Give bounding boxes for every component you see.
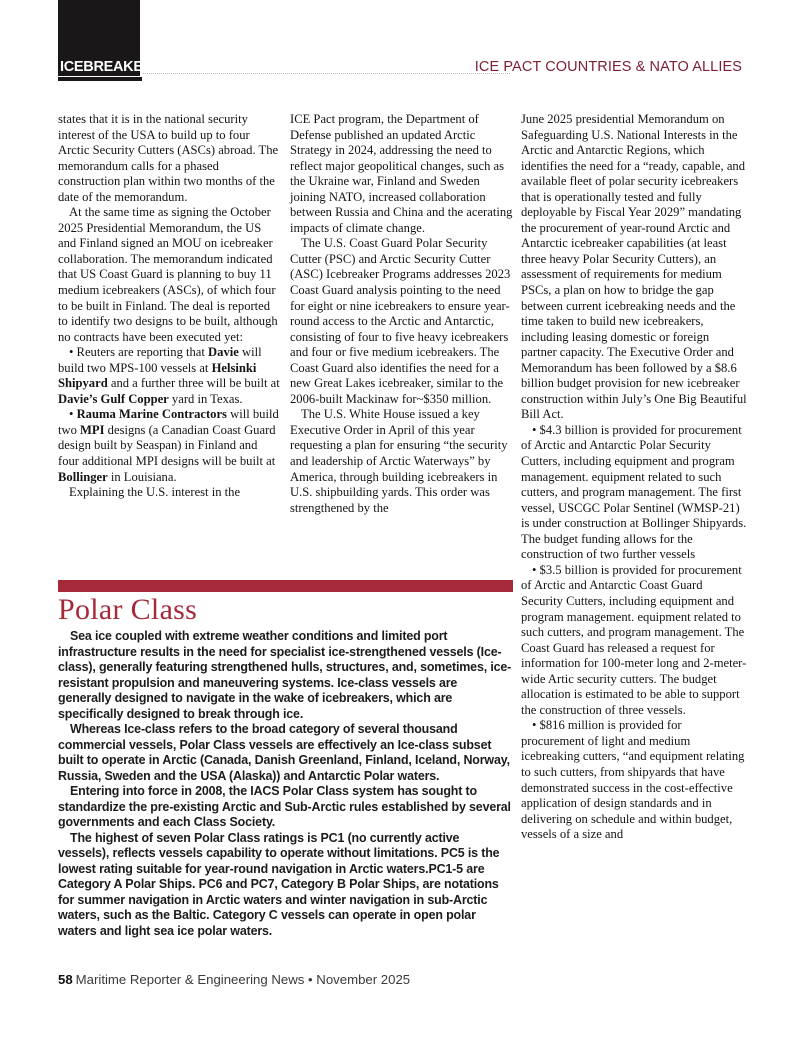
- paragraph: Entering into force in 2008, the IACS Polar Class system has sought to standardize the pre-existing Arctic and Sub-Arctic rules established by several governments and each Class Society.: [58, 784, 511, 829]
- polar-class-heading: Polar Class: [58, 593, 198, 626]
- section-title: ICE PACT COUNTRIES & NATO ALLIES: [474, 59, 742, 75]
- paragraph-bullet: • Reuters are reporting that Davie will build two MPS-100 vessels at Helsinki Shipyard and a further three will be built at Davie’s Gulf Copper yard in Texas.: [58, 345, 280, 406]
- section-kicker: ICEBREAKERS: [60, 59, 163, 75]
- polar-class-section: [58, 580, 513, 939]
- paragraph: Explaining the U.S. interest in the: [69, 485, 241, 500]
- paragraph: states that it is in the national security interest of the USA to build up to four Arctic Security Cutters (ASCs) abroad. The memorandum calls for a phased construction plan within two months of the date of the memorandum.: [58, 112, 279, 204]
- paragraph: Whereas Ice-class refers to the broad category of several thousand commercial vessels, Polar Class vessels are effectively an Ice-class subset built to operate in Arctic (Canada, Danish Greenland, Finland, Iceland, Norway, Russia, Sweden and the USA (Alaska)) and Antarctic Polar waters.: [58, 722, 510, 783]
- paragraph-bullet: • $3.5 billion is provided for procurement of Arctic and Antarctic Coast Guard Security Cutters, including equipment and program management. equipment related to such cutters, and program management. The Coast Guard has released a request for information for 100-meter long and 2-meter-wide Artic security cutters. The budget allocation is estimated to be able to support the construction of three vessels.: [521, 562, 747, 717]
- publication-line: Maritime Reporter & Engineering News • November 2025: [75, 972, 411, 987]
- header-dotted-rule: [143, 73, 510, 75]
- paragraph: The U.S. White House issued a key Executive Order in April of this year requesting a plan for ensuring “the security and leadership of Arctic Waterways” by America, through building icebreakers in U.S. shipbuilding yards. This order was strengthened by the: [290, 407, 508, 515]
- paragraph: ICE Pact program, the Department of Defense published an updated Arctic Strategy in 2024, addressing the need to reflect major geopolitical changes, such as the Ukraine war, Finland and Sweden joining NATO, increased collaboration between Russia and China and the acerating impacts of climate change.: [290, 112, 513, 235]
- paragraph: At the same time as signing the October 2025 Presidential Memorandum, the US and Finland signed an MOU on icebreaker collaboration. The memorandum indicated that US Coast Guard is planning to buy 11 medium icebreakers (ASCs), of which four to be built in Finland. The deal is reported to identify two designs to be built, although no contracts have been executed yet:: [58, 205, 278, 344]
- paragraph-bullet: • $816 million is provided for procurement of light and medium icebreaking cutters, “and equipment relating to such cutters, from shipyards that have demonstrated success in the cost-effective application of design standards and in delivering on schedule and within budget, vessels of a size and: [521, 718, 745, 842]
- paragraph-bullet: • Rauma Marine Contractors will build two MPI designs (a Canadian Coast Guard design built by Seaspan) in Finland and four additional MPI designs will be built at Bollinger in Louisiana.: [58, 407, 279, 484]
- article-column-2: [290, 112, 513, 516]
- paragraph-bullet: • $4.3 billion is provided for procurement of Arctic and Antarctic Polar Security Cutters, including equipment and program management. equipment related to such cutters, and program management. The first vessel, USCGC Polar Sentinel (WMSP-21) is under construction at Bollinger Shipyards. The budget funding allows for the construction of two further vessels: [521, 422, 747, 562]
- kicker-underline-rule: [58, 77, 142, 81]
- polar-class-accent-rule: [58, 580, 513, 592]
- polar-class-body: [58, 629, 513, 939]
- article-column-3: [521, 112, 747, 843]
- page-footer: [58, 972, 758, 987]
- paragraph: Sea ice coupled with extreme weather conditions and limited port infrastructure results in the need for specialist ice-strengthened vessels (Ice-class), generally featuring strengthened hulls, structures, and, sometimes, ice-resistant propulsion and maneuvering systems. Ice-class vessels are generally designed to navigate in the wake of icebreakers, which are specifically designed to break through ice.: [58, 629, 512, 721]
- paragraph: The U.S. Coast Guard Polar Security Cutter (PSC) and Arctic Security Cutter (ASC) Icebreaker Programs addresses 2023 Coast Guard analysis pointing to the need for eight or nine icebreakers to ensure year-round access to the Arctic and Antarctic, consisting of four to five heavy icebreakers and four or five medium icebreakers. The Coast Guard also identifies the need for a new Great Lakes icebreaker, similar to the 2006-built Mackinaw for~$350 million.: [290, 236, 511, 406]
- page-header: [0, 0, 800, 92]
- article-column-1: [58, 112, 281, 501]
- paragraph: The highest of seven Polar Class ratings is PC1 (no currently active vessels), reflects vessels capability to operate without limitations. PC5 is the lowest rating suitable for year-round navigation in Arctic waters.PC1-5 are Category A Polar Ships. PC6 and PC7, Category B Polar Ships, are notations for summer navigation in Arctic waters and winter navigation in sub-Arctic waters, such as the Baltic. Category C vessels can operate in open polar waters and light sea ice polar waters.: [58, 830, 500, 938]
- page-number: 58: [58, 972, 73, 987]
- paragraph: June 2025 presidential Memorandum on Safeguarding U.S. National Interests in the Arctic and Antarctic Regions, which identifies the need for a “ready, capable, and available fleet of polar security icebreakers that is operationally tested and fully deployable by Fiscal Year 2029” mandating the procurement of year-round Arctic and Antarctic icebreaker capabilities (at least three heavy Polar Security Cutters), an assessment of requirements for medium PSCs, a plan on how to bridge the gap between current icebreaking needs and the time taken to build new icebreakers, including leasing domestic or foreign partner capacity. The Executive Order and Memorandum has been followed by a $8.6 billion budget provision for new icebreaker construction within July’s One Big Beautiful Bill Act.: [521, 112, 747, 422]
- masthead-black-block: [58, 0, 140, 59]
